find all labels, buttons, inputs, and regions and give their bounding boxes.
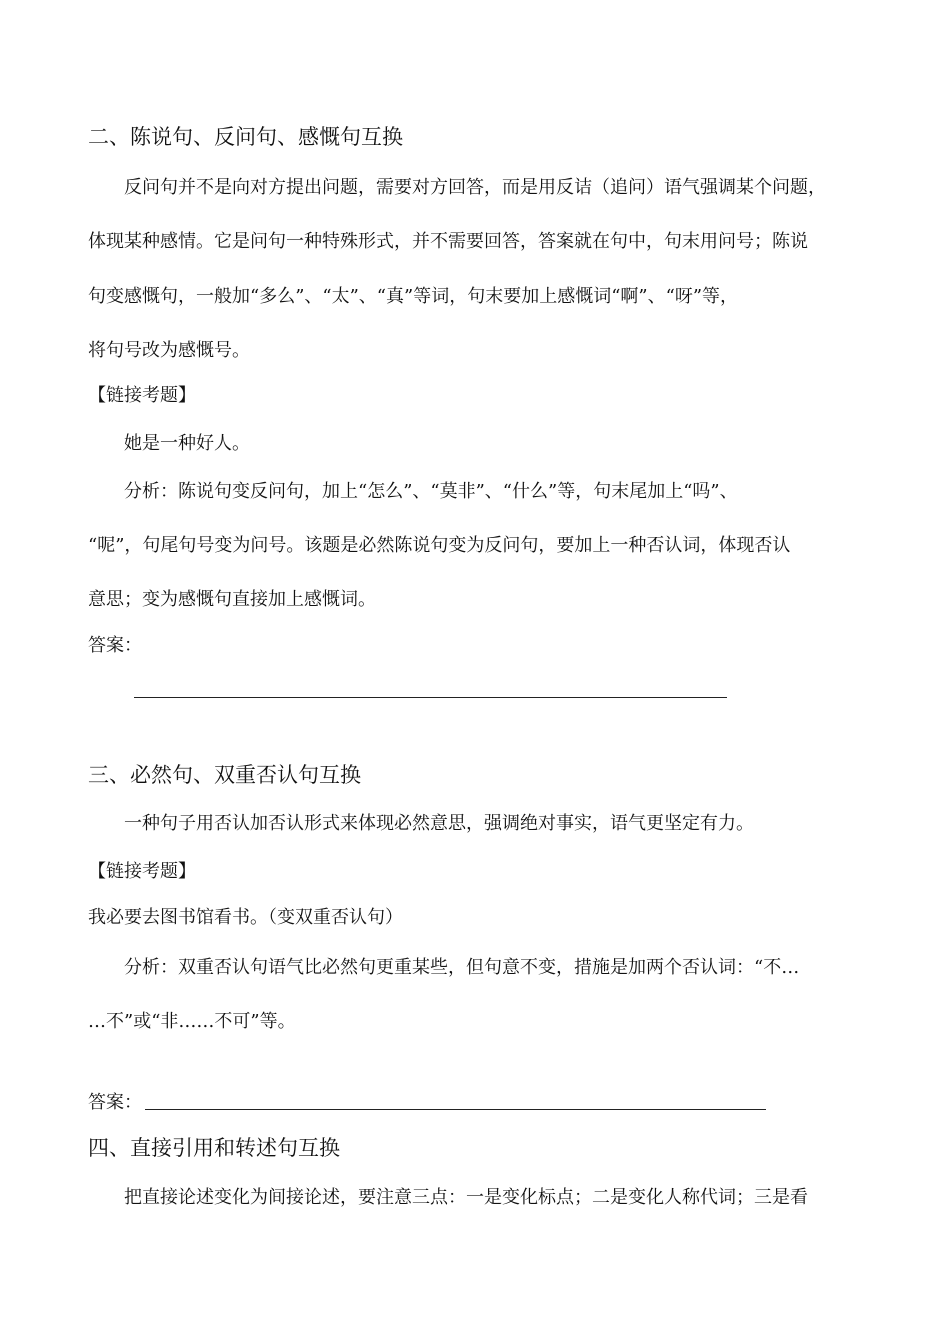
question: 她是一种好人。 xyxy=(124,433,250,454)
paragraph-line: 句变感慨句，一般加“多么”、“太”、“真”等词，句末要加上感慨词“啊”、“呀”等， xyxy=(88,286,739,307)
paragraph-line: 反问句并不是向对方提出问题，需要对方回答，而是用反诘（追问）语气强调某个问题， xyxy=(124,177,826,198)
paragraph-line: 将句号改为感慨号。 xyxy=(88,340,250,361)
section-heading: 四、直接引用和转述句互换 xyxy=(88,1136,340,1160)
analysis-line: 分析：陈说句变反问句，加上“怎么”、“莫非”、“什么”等，句末尾加上“吗”、 xyxy=(124,481,738,502)
answer-label: 答案： xyxy=(88,635,142,656)
analysis-line: …不”或“非……不可”等。 xyxy=(88,1011,296,1032)
analysis-line: 意思；变为感慨句直接加上感慨词。 xyxy=(88,589,376,610)
answer-label: 答案： xyxy=(88,1092,142,1113)
section-heading: 三、必然句、双重否认句互换 xyxy=(88,763,361,787)
paragraph-line: 一种句子用否认加否认形式来体现必然意思，强调绝对事实，语气更坚定有力。 xyxy=(124,813,754,834)
answer-line xyxy=(145,1109,766,1110)
section-heading: 二、陈说句、反问句、感慨句互换 xyxy=(88,125,403,149)
question: 我必要去图书馆看书。（变双重否认句） xyxy=(88,907,403,928)
analysis-line: “呢”，句尾句号变为问号。该题是必然陈说句变为反问句，要加上一种否认词，体现否认 xyxy=(88,535,791,556)
analysis-line: 分析：双重否认句语气比必然句更重某些，但句意不变，措施是加两个否认词：“不… xyxy=(124,957,800,978)
link-label: 【链接考题】 xyxy=(88,861,196,882)
answer-line xyxy=(134,697,727,698)
paragraph-line: 把直接论述变化为间接论述，要注意三点：一是变化标点；二是变化人称代词；三是看 xyxy=(124,1187,808,1208)
paragraph-line: 体现某种感情。它是问句一种特殊形式，并不需要回答，答案就在句中，句末用问号；陈说 xyxy=(88,231,808,252)
link-label: 【链接考题】 xyxy=(88,385,196,406)
